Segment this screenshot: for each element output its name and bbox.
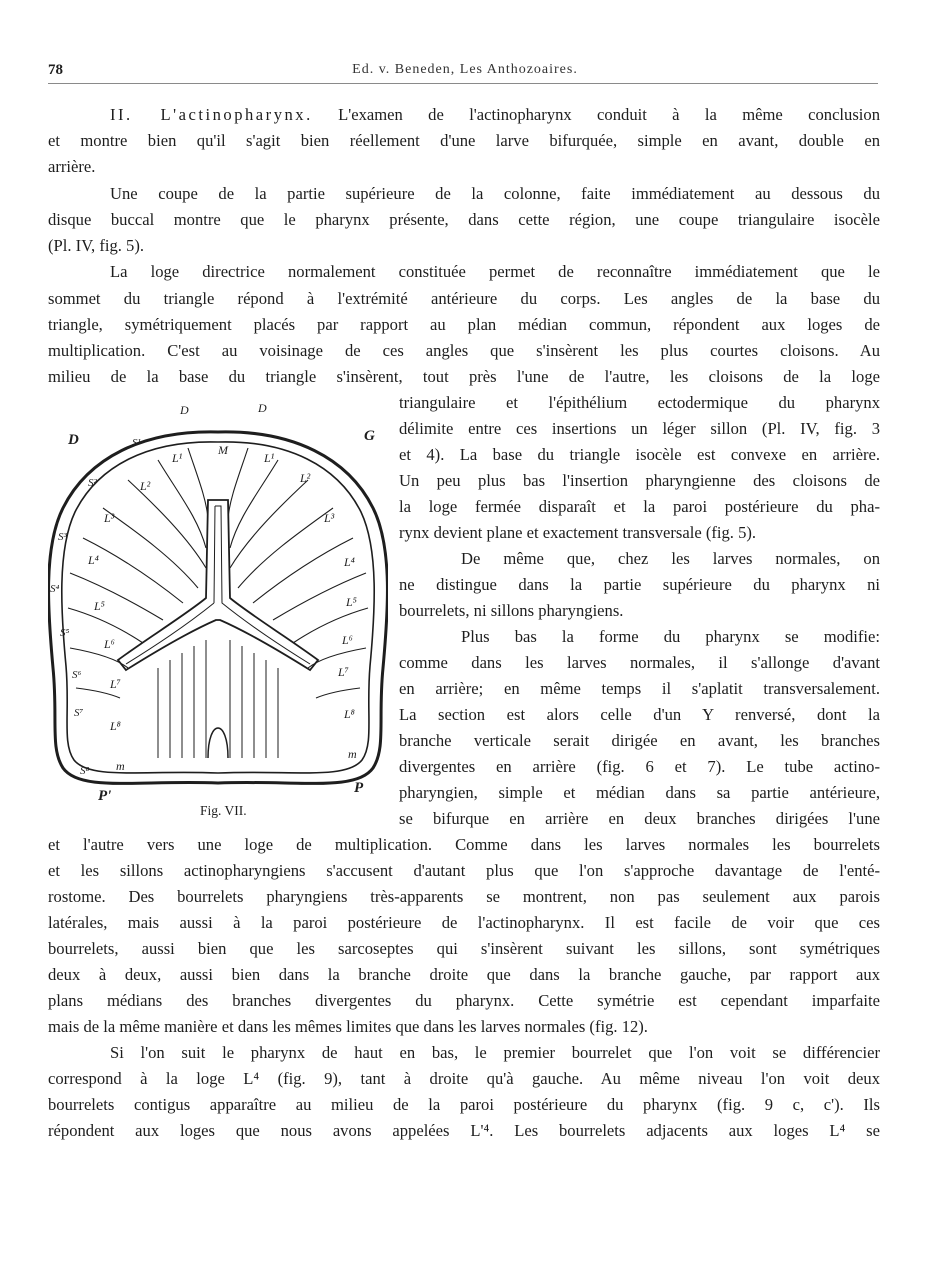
label-L6-right: L⁶ xyxy=(342,633,353,647)
text-fragment: Ils xyxy=(863,1095,880,1114)
paragraph-5-line-4: La section est alors celle d'un Y renversé, dont la xyxy=(399,705,880,724)
inner-body-wall xyxy=(62,442,374,773)
label-L4-right: L⁴ xyxy=(344,555,355,569)
label-L4-left: L⁴ xyxy=(88,553,99,567)
label-m-left: m xyxy=(116,759,125,773)
right-septa xyxy=(228,448,368,698)
paragraph-6-line-4: répondent aux loges que nous avons appelées L'⁴. Les bourrelets adjacents aux loges L⁴ se xyxy=(48,1121,880,1140)
paragraph-5-line-15: plans médians des branches divergentes du pharynx. Cette symétrie est cependant imparfaite xyxy=(48,991,880,1010)
paragraph-6-line-3 xyxy=(48,1092,880,1118)
paragraph-5-line-12: latérales, mais aussi à la paroi postérieure de l'actinopharynx. Il est facile de voir que ces xyxy=(48,913,880,932)
paragraph-3-line-3: triangle, symétriquement placés par rapport au plan médian commun, répondent aux loges de xyxy=(48,315,880,334)
label-L2-left: L² xyxy=(140,479,151,493)
label-L3-left: L³ xyxy=(104,511,115,525)
paragraph-2-line-2: disque buccal montre que le pharynx présente, dans cette région, une coupe triangulaire isocèle xyxy=(48,210,880,229)
paragraph-2-line-3: (Pl. IV, fig. 5). xyxy=(48,236,145,255)
header-rule xyxy=(48,83,878,84)
paragraph-1-line-2: et montre bien qu'il s'agit bien réellement d'une larve bifurquée, simple en avant, double en xyxy=(48,131,880,150)
paragraph-3-line-8: et 4). La base du triangle isocèle est convexe en arrière. xyxy=(399,445,880,464)
label-P-right: P xyxy=(354,780,364,796)
label-P-left: P' xyxy=(98,788,112,804)
paragraph-1-line-1 xyxy=(48,102,880,128)
paragraph-4-line-1: De même que, chez les larves normales, on xyxy=(461,549,880,568)
paragraph-6-line-1: Si l'on suit le pharynx de haut en bas, le premier bourrelet que l'on voit se différencier xyxy=(110,1043,880,1062)
paragraph-3-line-2: sommet du triangle répond à l'extrémité antérieure du corps. Les angles de la base du xyxy=(48,289,880,308)
label-S3: S³ xyxy=(58,531,67,543)
text-fragment: bourrelets contigus apparaître au milieu de la paroi postérieure du pharynx (fig. 9 c, c'). xyxy=(48,1095,844,1114)
paragraph-3-line-1: La loge directrice normalement constituée permet de reconnaître immédiatement que le xyxy=(110,262,880,281)
label-L5-left: L⁵ xyxy=(94,599,105,613)
label-L2-right: L² xyxy=(300,471,311,485)
paragraph-5-line-13: bourrelets, aussi bien que les sarcoseptes qui s'insèrent suivant les sillons, sont symétriques xyxy=(48,939,880,958)
text-fragment: L'examen de l'actinopharynx conduit à la même conclusion xyxy=(338,105,881,124)
label-L1-left: L¹ xyxy=(172,451,183,465)
paragraph-5-line-3: en arrière; en même temps il s'aplatit transversalement. xyxy=(399,679,880,698)
label-L5-right: L⁵ xyxy=(346,595,357,609)
running-title: Ed. v. Beneden, Les Anthozoaires. xyxy=(352,62,578,77)
lower-folds xyxy=(158,640,278,758)
paragraph-1-line-3: arrière. xyxy=(48,157,96,176)
label-D-top-1: D xyxy=(180,403,189,417)
paragraph-5-line-2: comme dans les larves normales, il s'allonge d'avant xyxy=(399,653,880,672)
paragraph-5-line-1: Plus bas la forme du pharynx se modifie: xyxy=(461,627,880,646)
label-L7-left: L⁷ xyxy=(110,677,121,691)
paragraph-5-line-10: et les sillons actinopharyngiens s'accusent d'autant plus que l'on s'approche davantage de l'enté- xyxy=(48,861,880,880)
paragraph-3-line-4: multiplication. C'est au voisinage de ces angles que s'insèrent les plus courtes cloisons. Au xyxy=(48,341,880,360)
label-m-right: m xyxy=(348,747,357,761)
paragraph-3-line-6: triangulaire et l'épithélium ectodermique du pharynx xyxy=(399,393,880,412)
larva-cross-section-illustration xyxy=(48,398,388,830)
label-S2: S² xyxy=(88,477,97,489)
paragraph-5-line-9: et l'autre vers une loge de multiplication. Comme dans les larves normales les bourrelets xyxy=(48,835,880,854)
paragraph-4-line-3: bourrelets, ni sillons pharyngiens. xyxy=(399,601,624,620)
paragraph-6-line-2: correspond à la loge L⁴ (fig. 9), tant à droite qu'à gauche. Au même niveau l'on voit deux xyxy=(48,1069,880,1088)
paragraph-5-line-5: branche verticale serait dirigée en avant, les branches xyxy=(399,731,880,750)
label-L1-right: L¹ xyxy=(264,451,275,465)
label-D-left: D xyxy=(68,432,79,448)
paragraph-3-line-11: rynx devient plane et exactement transversale (fig. 5). xyxy=(399,523,757,542)
section-heading: II. L'actinopharynx. xyxy=(110,105,313,124)
label-S4: S⁴ xyxy=(50,583,60,595)
paragraph-3-line-9: Un peu plus bas l'insertion pharyngienne des cloisons de xyxy=(399,471,880,490)
page-number: 78 xyxy=(48,62,63,78)
label-S7: S⁷ xyxy=(74,707,84,719)
pharynx-lumen xyxy=(126,506,310,664)
paragraph-2-line-1: Une coupe de la partie supérieure de la colonne, faite immédiatement au dessous du xyxy=(110,184,880,203)
label-L6-left: L⁶ xyxy=(104,637,115,651)
label-M: M xyxy=(218,443,228,457)
label-S6: S⁶ xyxy=(72,669,82,681)
paragraph-5-line-16: mais de la même manière et dans les mêmes limites que dans les larves normales (fig. 12). xyxy=(48,1017,648,1036)
label-G-right: G xyxy=(364,428,375,444)
label-L7-right: L⁷ xyxy=(338,665,349,679)
pharynx-outline xyxy=(118,500,318,670)
label-S1: S¹ xyxy=(132,437,141,449)
paragraph-4-line-2: ne distingue dans la partie supérieure du pharynx ni xyxy=(399,575,880,594)
paragraph-5-line-6: divergentes en arrière (fig. 6 et 7). Le tube actino- xyxy=(399,757,880,776)
paragraph-3-line-10: la loge fermée disparaît et la paroi postérieure du pha- xyxy=(399,497,880,516)
label-S8: S⁸ xyxy=(80,765,90,777)
paragraph-5-line-11: rostome. Des bourrelets pharyngiens très-apparents se montrent, non pas seulement aux parois xyxy=(48,887,880,906)
figure-vii xyxy=(48,398,388,830)
label-L8-right: L⁸ xyxy=(344,707,355,721)
paragraph-5-line-14: deux à deux, aussi bien dans la branche droite que dans la branche gauche, par rapport aux xyxy=(48,965,880,984)
paragraph-3-line-7: délimite entre ces insertions un léger sillon (Pl. IV, fig. 3 xyxy=(399,419,880,438)
paragraph-3-line-5: milieu de la base du triangle s'insèrent, tout près l'une de l'autre, les cloisons de la loge xyxy=(48,367,880,386)
figure-caption: Fig. VII. xyxy=(200,803,247,818)
label-D-top-2: D xyxy=(258,401,267,415)
label-S5: S⁵ xyxy=(60,627,70,639)
label-L8-left: L⁸ xyxy=(110,719,121,733)
paragraph-5-line-7: pharyngien, simple et médian dans sa partie antérieure, xyxy=(399,783,880,802)
label-L3-right: L³ xyxy=(324,511,335,525)
paragraph-5-line-8: se bifurque en arrière en deux branches dirigées l'une xyxy=(399,809,880,828)
